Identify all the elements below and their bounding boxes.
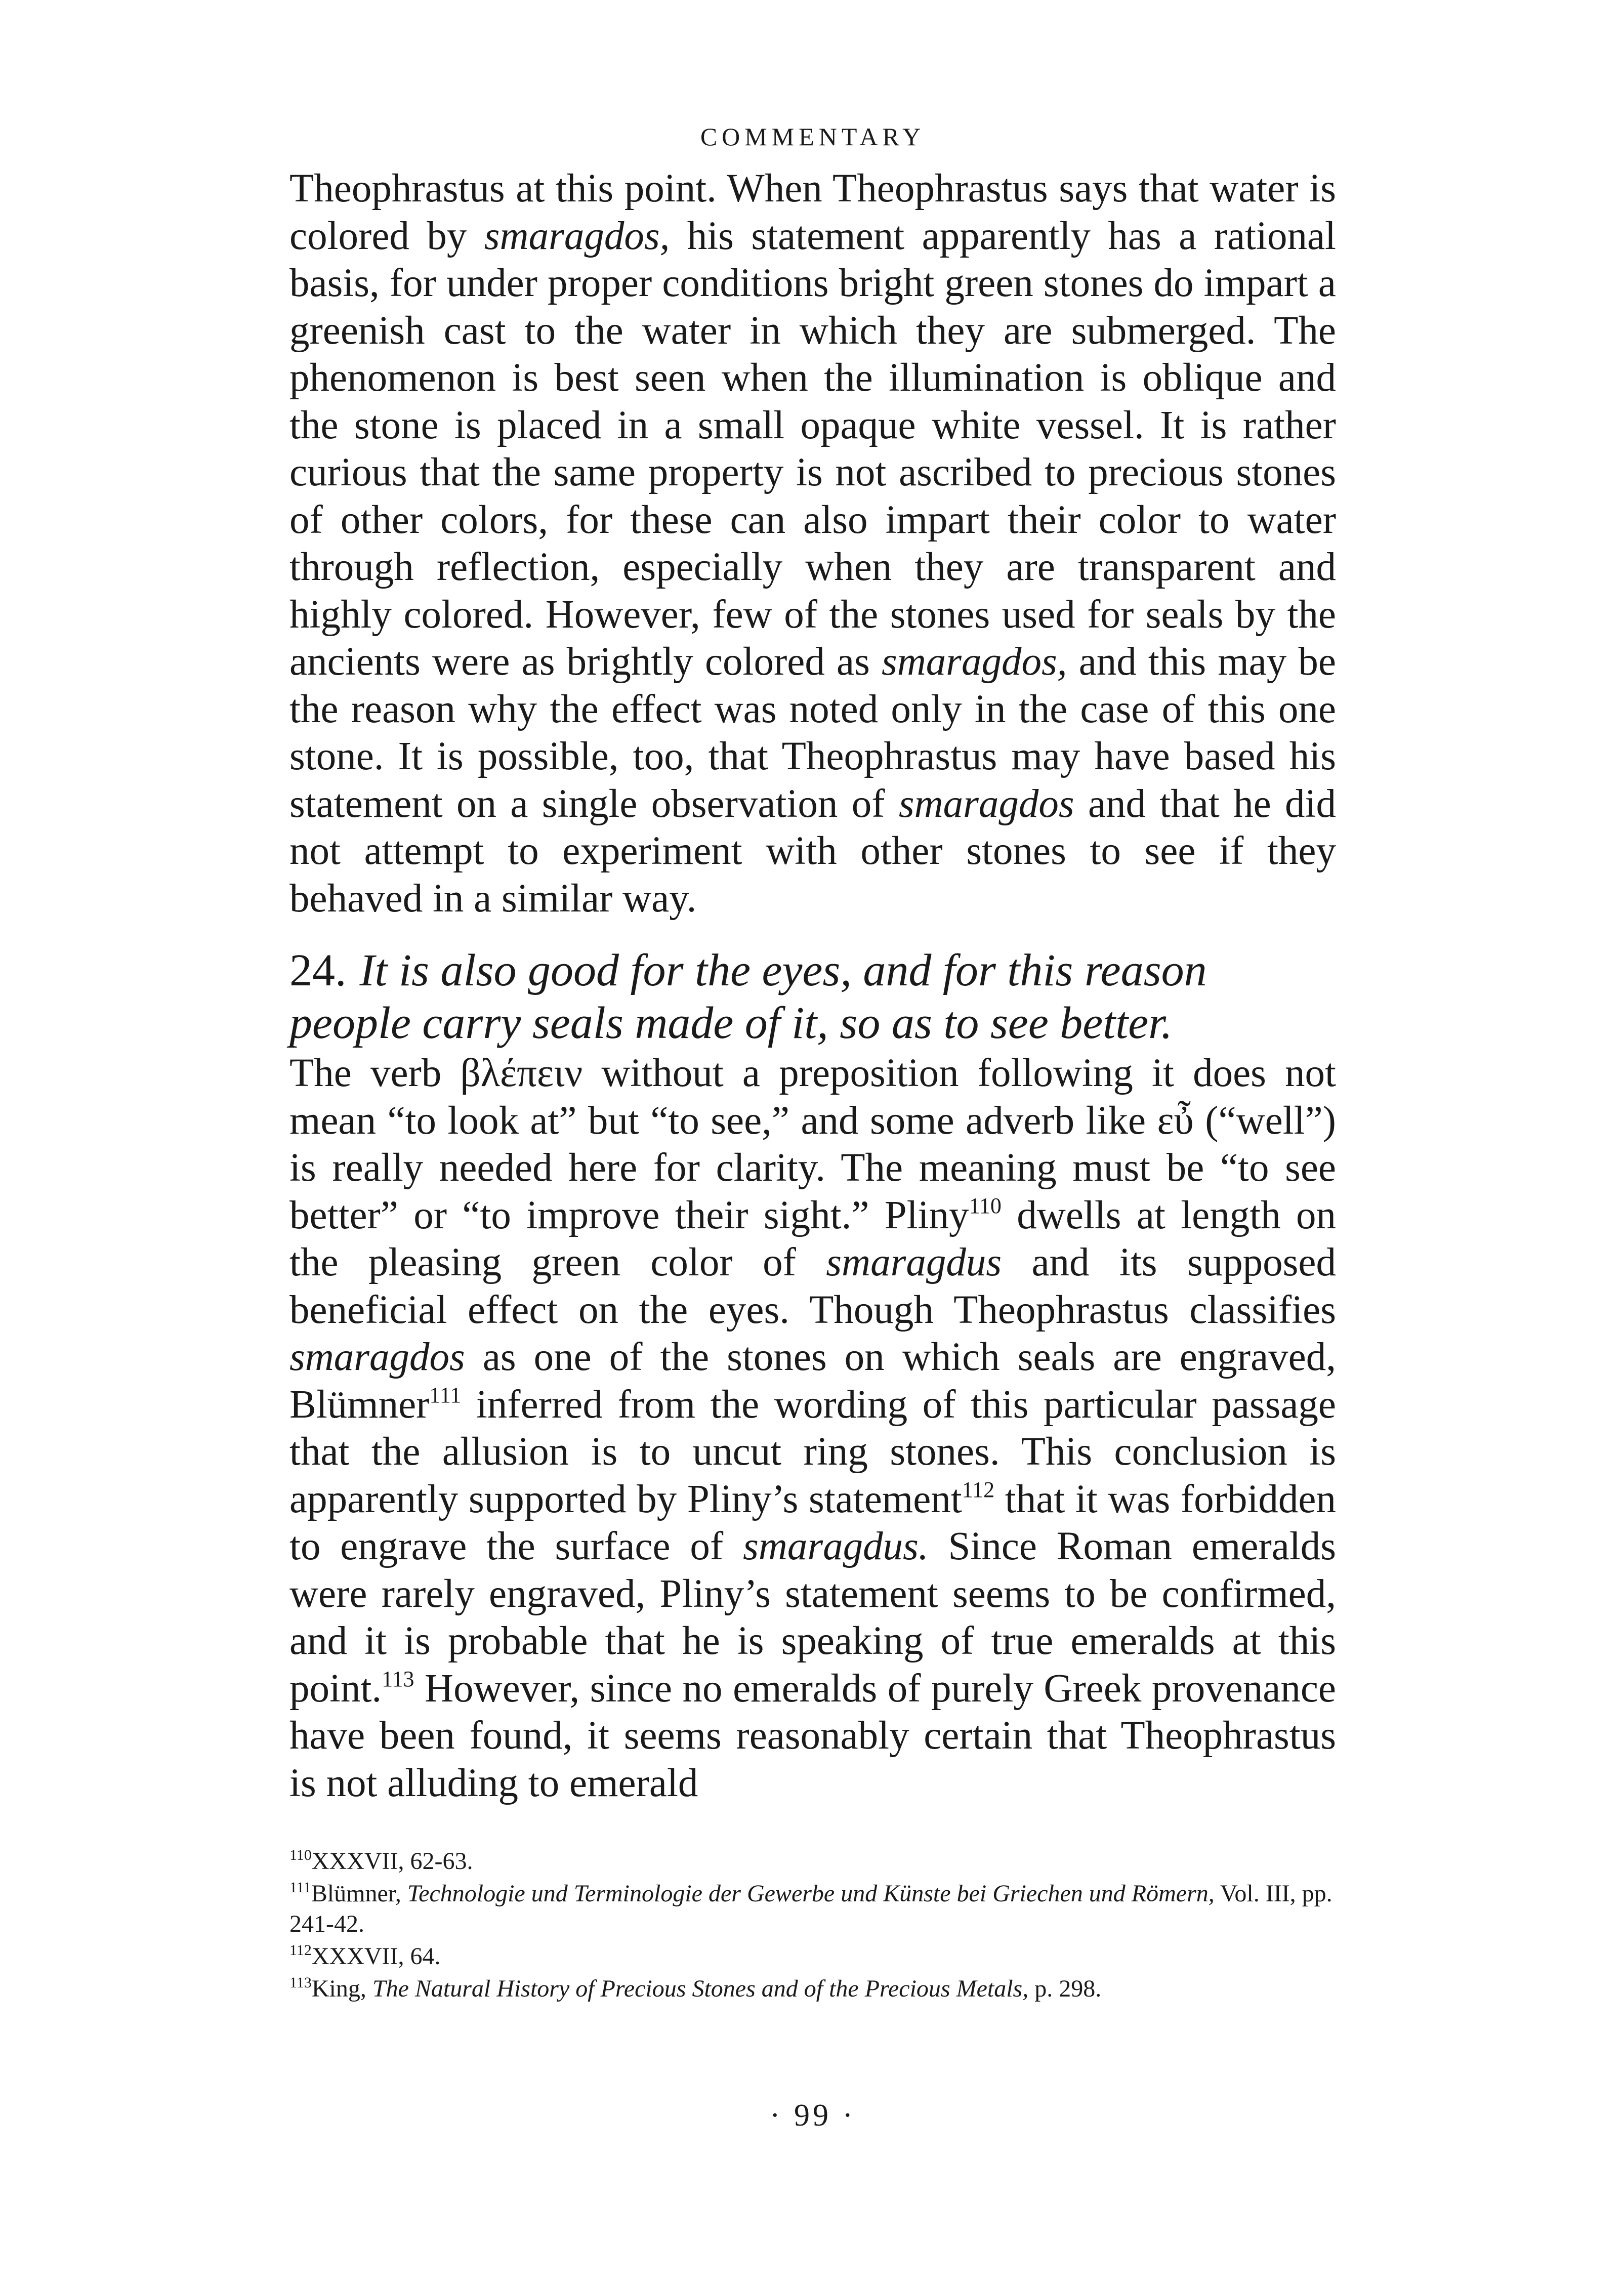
greek-word: βλέπειν — [460, 1051, 583, 1095]
footnote-ref[interactable]: 110 — [969, 1193, 1002, 1218]
entry-heading — [289, 944, 1336, 1050]
footnote-number: 111 — [289, 1879, 311, 1896]
footnote-ref[interactable]: 112 — [962, 1477, 995, 1502]
greek-word: εὖ — [1157, 1098, 1194, 1143]
footnote-number: 113 — [289, 1974, 312, 1991]
footnote-ref[interactable]: 111 — [429, 1382, 462, 1407]
footnotes — [289, 1846, 1336, 2004]
footnote-ref[interactable]: 113 — [382, 1666, 414, 1691]
footnote-item: $^{113}$King, The Natural History of Precious Stones and of the Precious Metals, p. 298. — [289, 1974, 1102, 2002]
page-number: · 99 · — [769, 2098, 856, 2133]
footnote-item: $^{112}$XXXVII, 64. — [289, 1942, 441, 1970]
footnote-item: $^{111}$Blümner, Technologie und Terminologie der Gewerbe und Künste bei Griechen und Römern, Vol. III, pp. 241-42. — [289, 1879, 1332, 1937]
paragraph-continuation: Theophrastus at this point. When Theophrastus says that water is colored by smaragdos, his statement apparently has a rational basis, for under proper conditions bright green stones do impart a greenish cast to the water in which they are submerged. The phenomenon is best seen when the illumination is oblique and the stone is placed in a small opaque white vessel. It is rather curious that the same property is not ascribed to precious stones of other colors, for these can also impart their color to water through reflection, especially when they are transparent and highly colored. However, few of the stones used for seals by the ancients were as brightly colored as smaragdos, and this may be the reason why the effect was noted only in the case of this one stone. It is possible, too, that Theophrastus may have based his statement on a single observation of smaragdos and that he did not attempt to experiment with other stones to see if they behaved in a similar way. — [289, 167, 1336, 921]
footnote-item: $^{110}$XXXVII, 62-63. — [289, 1847, 473, 1875]
book-page — [289, 121, 1336, 2196]
footnote-number: 112 — [289, 1942, 312, 1959]
entry-lemma: It is also good for the eyes, and for this reason people carry seals made of it, so as to see better. — [289, 945, 1207, 1048]
entry-number: 24. — [289, 945, 347, 995]
paragraph-commentary: The verb βλέπειν without a preposition following it does not mean “to look at” but “to see,” and some adverb like εὖ (“well”) is really needed here for clarity. The meaning must be “to see better” or “to improve their sight.” Pliny$^{110}$ dwells at length on the pleasing green color of smaragdus and its supposed beneficial effect on the eyes. Though Theophrastus classifies smaragdos as one of the stones on which seals are engraved, Blümner$^{111}$ inferred from the wording of this particular passage that the allusion is to uncut ring stones. This conclusion is apparently supported by Pliny’s statement$^{112}$ that it was forbidden to engrave the surface of smaragdus. Since Roman emeralds were rarely engraved, Pliny’s statement seems to be confirmed, and it is probable that he is speaking of true emeralds at this point.$^{113}$ However, since no emeralds of purely Greek provenance have been found, it seems reasonably certain that Theophrastus is not alluding to emerald — [289, 1051, 1337, 1805]
footnote-number: 110 — [289, 1847, 312, 1863]
running-head: COMMENTARY — [700, 122, 926, 151]
